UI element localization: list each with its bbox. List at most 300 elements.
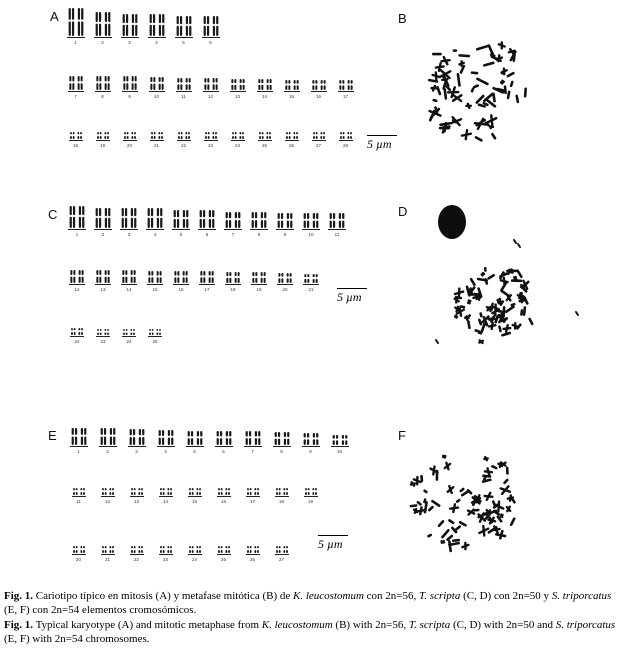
chromosome-number: 9 [128, 94, 131, 99]
chromosome-pair-image [187, 488, 203, 495]
metaphase-chromosome [489, 46, 493, 54]
chromosome-pair-image [68, 132, 84, 139]
chromosome-pair [194, 271, 220, 292]
chromosome-pair-image [249, 212, 269, 228]
metaphase-spread-d [424, 204, 584, 346]
chromosome-pair [93, 428, 122, 454]
chromosome-number: 20 [126, 143, 132, 148]
chromosome-pair-underline [68, 91, 84, 92]
metaphase-chromosome [461, 66, 464, 72]
chromosome-pair [267, 546, 296, 562]
caption-es-species-3: S. triporcatus [551, 590, 612, 602]
chromosome-number: 12 [207, 94, 213, 99]
chromosome-number: 10 [153, 94, 159, 99]
chromosome-pair-image [216, 546, 232, 553]
metaphase-chromosome [479, 320, 481, 324]
chromosome-pair [151, 546, 180, 562]
chromosome-pair [62, 76, 89, 99]
chromosome-pair-underline [120, 229, 138, 230]
chromosome-pair [194, 210, 220, 237]
chromosome-pair-image [158, 546, 174, 553]
chromosome-number: 1 [74, 40, 77, 45]
chromosome-pair-image [98, 428, 118, 445]
metaphase-chromosome [524, 288, 527, 291]
chromosome-pair-image [145, 208, 165, 228]
chromosome-number: 23 [207, 143, 213, 148]
metaphase-chromosome [450, 504, 458, 512]
chromosome-number: 14 [126, 287, 132, 292]
chromosome-number: 17 [342, 94, 348, 99]
chromosome-pair-image [185, 431, 205, 445]
chromosome-number: 17 [249, 499, 255, 504]
metaphase-chromosome [506, 307, 513, 312]
chromosome-pair-image [274, 546, 290, 553]
chromosome-number: 25 [220, 557, 226, 562]
chromosome-number: 13 [100, 287, 106, 292]
panel-label-b: B [398, 11, 407, 26]
chromosome-pair [116, 270, 142, 292]
chromosome-pair [296, 488, 325, 504]
chromosome-pair-underline [123, 140, 137, 141]
chromosome-pair-image [327, 213, 347, 228]
metaphase-chromosome [500, 327, 501, 331]
chromosome-pair-underline [284, 91, 300, 92]
metaphase-chromosome [489, 323, 495, 329]
metaphase-chromosome [455, 298, 459, 303]
metaphase-chromosome [490, 125, 493, 128]
metaphase-chromosome [448, 536, 452, 540]
chromosome-pair-underline [122, 91, 138, 92]
metaphase-chromosome [472, 73, 477, 74]
metaphase-chromosome [576, 312, 578, 315]
chromosome-number: 15 [191, 499, 197, 504]
metaphase-chromosome [520, 298, 524, 302]
metaphase-chromosome [514, 240, 516, 243]
chromosome-pair [122, 546, 151, 562]
chromosome-pair-image [120, 14, 140, 36]
chromosome-pair-image [301, 433, 321, 445]
chromosome-pair-underline [331, 446, 349, 447]
chromosome-pair-underline [277, 284, 293, 285]
chromosome-pair [90, 270, 116, 292]
chromosome-pair-underline [70, 446, 88, 447]
chromosome-pair [170, 78, 197, 99]
chromosome-pair-underline [72, 496, 86, 497]
chromosome-number: 24 [191, 557, 197, 562]
chromosome-pair-image [69, 328, 85, 335]
figure-caption [4, 589, 620, 646]
metaphase-chromosome [468, 301, 470, 304]
metaphase-chromosome [483, 480, 490, 482]
chromosome-pair-image [275, 213, 295, 228]
metaphase-chromosome [505, 480, 508, 483]
metaphase-chromosome [445, 89, 446, 98]
chromosome-pair-underline [246, 554, 260, 555]
chromosome-pair-underline [149, 91, 165, 92]
chromosome-pair-image [156, 430, 176, 445]
metaphase-spread-b [412, 26, 540, 148]
metaphase-chromosome [518, 271, 522, 277]
metaphase-chromosome [449, 520, 453, 522]
chromosome-number: 1 [75, 232, 79, 237]
metaphase-chromosome [477, 79, 487, 84]
metaphase-chromosome [466, 104, 470, 108]
metaphase-chromosome [432, 501, 439, 506]
metaphase-chromosome [501, 486, 510, 493]
chromosome-number: 16 [315, 94, 321, 99]
chromosome-pair-image [100, 488, 116, 495]
chromosome-number: 6 [209, 40, 212, 45]
chromosome-pair-underline [188, 554, 202, 555]
caption-en-species-2: T. scripta [408, 618, 451, 631]
metaphase-chromosome [514, 277, 516, 280]
chromosome-pair-image [245, 546, 261, 553]
metaphase-chromosome [509, 270, 512, 271]
chromosome-pair-image [230, 132, 246, 139]
metaphase-chromosome [468, 321, 469, 327]
metaphase-chromosome [491, 314, 495, 321]
chromosome-pair-underline [72, 554, 86, 555]
chromosome-pair [197, 132, 224, 148]
metaphase-chromosome [521, 285, 524, 287]
metaphase-chromosome [424, 500, 425, 502]
chromosome-pair [151, 430, 180, 454]
chromosome-pair [64, 206, 90, 237]
chromosome-number: 8 [101, 94, 104, 99]
chromosome-pair [180, 488, 209, 504]
chromosome-pair [116, 329, 142, 344]
chromosome-number: 22 [133, 557, 139, 562]
chromosome-pair [64, 488, 93, 504]
caption-en-text-2: (B) with 2n=56, [332, 618, 409, 631]
metaphase-chromosome [517, 325, 520, 329]
metaphase-chromosome [455, 316, 457, 318]
metaphase-chromosome [425, 502, 427, 512]
caption-en-text-3: (C, D) with 2n=50 and [450, 618, 556, 631]
chromosome-pair-underline [69, 140, 83, 141]
chromosome-pair-image [176, 132, 192, 139]
metaphase-chromosome [439, 521, 443, 525]
metaphase-chromosome [442, 57, 450, 64]
chromosome-number: 15 [152, 287, 158, 292]
chromosome-pair [142, 329, 168, 344]
chromosome-pair [93, 488, 122, 504]
chromosome-pair-image [223, 212, 243, 228]
panel-label-f: F [398, 428, 406, 443]
metaphase-chromosome [479, 105, 484, 107]
metaphase-chromosome [462, 543, 468, 549]
chromosome-number: 21 [153, 143, 159, 148]
chromosome-pair-image [214, 431, 234, 445]
metaphase-chromosome [502, 71, 504, 73]
chromosome-pair-image [95, 132, 111, 139]
chromosome-pair-underline [95, 284, 111, 285]
metaphase-chromosome [514, 54, 515, 61]
metaphase-chromosome [508, 73, 513, 76]
chromosome-number: 5 [193, 449, 196, 454]
chromosome-number: 18 [230, 287, 236, 292]
chromosome-pair [64, 428, 93, 454]
chromosome-pair [246, 212, 272, 237]
chromosome-pair-image [122, 132, 138, 139]
caption-english [4, 618, 620, 647]
chromosome-pair-underline [231, 140, 245, 141]
karyotype-e-row-3 [64, 546, 296, 562]
chromosome-pair-image [129, 546, 145, 553]
metaphase-chromosome [453, 95, 461, 101]
metaphase-chromosome [457, 500, 459, 502]
karyotype-a-row-3 [62, 132, 359, 148]
chromosome-pair-underline [303, 284, 319, 285]
chromosome-pair-underline [99, 446, 117, 447]
chromosome-pair [278, 80, 305, 99]
chromosome-pair-underline [146, 229, 164, 230]
chromosome-pair [224, 132, 251, 148]
chromosome-pair-image [119, 208, 139, 228]
chromosome-pair-underline [328, 229, 346, 230]
metaphase-chromosome [479, 526, 488, 536]
chromosome-number: 13 [133, 499, 139, 504]
chromosome-pair [209, 488, 238, 504]
metaphase-chromosome [499, 42, 505, 48]
chromosome-pair-image [272, 432, 292, 445]
chromosome-pair [332, 80, 359, 99]
chromosome-number: 1 [77, 449, 80, 454]
chromosome-number: 4 [155, 40, 158, 45]
chromosome-pair-image [198, 271, 216, 283]
metaphase-chromosome [437, 87, 439, 94]
chromosome-number: 18 [72, 143, 78, 148]
chromosome-pair-underline [275, 554, 289, 555]
chromosome-pair [122, 429, 151, 454]
chromosome-number: 8 [280, 449, 283, 454]
chromosome-pair-underline [157, 446, 175, 447]
chromosome-pair-underline [230, 91, 246, 92]
chromosome-pair-image [174, 16, 194, 36]
chromosome-pair-image [66, 8, 86, 36]
chromosome-pair [197, 78, 224, 99]
metaphase-chromosome [492, 311, 495, 313]
metaphase-chromosome [458, 74, 460, 85]
metaphase-chromosome [518, 244, 520, 247]
chromosome-pair [90, 208, 116, 237]
chromosome-pair [143, 132, 170, 148]
metaphase-chromosome [517, 96, 518, 102]
interphase-nucleus [438, 205, 466, 239]
chromosome-pair-underline [302, 446, 320, 447]
chromosome-pair [170, 16, 197, 45]
chromosome-pair-underline [217, 554, 231, 555]
chromosome-pair [90, 329, 116, 344]
chromosome-pair-image [203, 132, 219, 139]
chromosome-pair-image [310, 80, 328, 90]
chromosome-pair [209, 431, 238, 454]
scale-label-c: 5 µm [337, 290, 362, 304]
chromosome-pair-image [257, 132, 273, 139]
metaphase-chromosome [496, 316, 498, 322]
chromosome-number: 14 [162, 499, 168, 504]
chromosome-pair-underline [122, 336, 136, 337]
karyotype-c-row-1 [64, 206, 350, 237]
metaphase-chromosome [442, 530, 448, 537]
metaphase-chromosome [525, 89, 526, 96]
caption-es-text-4: (E, F) con 2n=54 elementos cromosómicos. [4, 604, 197, 617]
chromosome-pair [89, 132, 116, 148]
chromosome-number: 21 [308, 287, 314, 292]
chromosome-number: 14 [261, 94, 267, 99]
chromosome-pair [168, 210, 194, 237]
metaphase-chromosome [461, 489, 463, 491]
metaphase-chromosome [486, 510, 490, 515]
metaphase-chromosome [498, 463, 502, 467]
chromosome-pair-image [229, 79, 247, 90]
chromosome-pair-image [202, 78, 220, 90]
chromosome-pair-image [68, 270, 86, 283]
chromosome-pair-underline [244, 446, 262, 447]
chromosome-pair-underline [257, 91, 273, 92]
metaphase-chromosome [443, 456, 445, 458]
chromosome-pair-image [301, 213, 321, 228]
chromosome-pair [209, 546, 238, 562]
metaphase-chromosome [460, 55, 469, 56]
chromosome-number: 10 [308, 232, 314, 237]
chromosome-pair [168, 271, 194, 292]
metaphase-chromosome [477, 46, 488, 49]
chromosome-pair [224, 79, 251, 99]
chromosome-number: 5 [179, 232, 183, 237]
chromosome-number: 10 [336, 449, 342, 454]
chromosome-pair [64, 328, 90, 344]
chromosome-pair [298, 274, 324, 292]
metaphase-chromosome [453, 120, 456, 122]
metaphase-chromosome [455, 289, 463, 297]
chromosome-number: 13 [234, 94, 240, 99]
chromosome-pair [143, 14, 170, 45]
chromosome-number: 5 [182, 40, 185, 45]
chromosome-pair-image [93, 12, 113, 36]
chromosome-pair [296, 433, 325, 454]
chromosome-pair [238, 546, 267, 562]
metaphase-chromosome [485, 493, 493, 500]
chromosome-pair [298, 213, 324, 237]
chromosome-pair-image [330, 435, 350, 445]
chromosome-pair-underline [121, 37, 139, 38]
chromosome-pair [180, 431, 209, 454]
metaphase-chromosome [492, 134, 495, 138]
caption-en-fig-label: Fig. 1. [4, 618, 34, 631]
chromosome-pair [116, 132, 143, 148]
chromosome-number: 16 [178, 287, 184, 292]
chromosome-pair [62, 132, 89, 148]
chromosome-number: 3 [128, 40, 131, 45]
chromosome-pair [197, 16, 224, 45]
metaphase-chromosome [474, 86, 477, 87]
chromosome-pair-underline [150, 140, 164, 141]
chromosome-pair-image [127, 429, 147, 445]
metaphase-chromosome [442, 541, 444, 543]
metaphase-chromosome [479, 340, 482, 343]
metaphase-chromosome [482, 324, 485, 332]
metaphase-chromosome [486, 123, 488, 125]
metaphase-chromosome [489, 275, 494, 278]
chromosome-pair [325, 435, 354, 454]
chromosome-pair-image [216, 488, 232, 495]
chromosome-pair-image [121, 76, 139, 90]
chromosome-number: 4 [164, 449, 167, 454]
chromosome-pair-underline [101, 554, 115, 555]
chromosome-number: 21 [104, 557, 110, 562]
metaphase-chromosome [502, 333, 509, 335]
metaphase-chromosome [493, 94, 494, 101]
chromosome-pair [238, 431, 267, 454]
chromosome-pair-image [337, 80, 355, 90]
metaphase-chromosome [411, 505, 416, 506]
chromosome-pair [116, 76, 143, 99]
chromosome-pair-underline [173, 284, 189, 285]
metaphase-chromosome [479, 332, 481, 334]
chromosome-pair-image [197, 210, 217, 228]
chromosome-pair-image [250, 272, 268, 283]
karyotype-panel-a [62, 8, 392, 153]
chromosome-number: 25 [152, 339, 158, 344]
chromosome-pair-image [311, 132, 327, 139]
chromosome-number: 27 [278, 557, 284, 562]
chromosome-pair [278, 132, 305, 148]
chromosome-pair-underline [258, 140, 272, 141]
metaphase-chromosome [434, 100, 436, 101]
chromosome-pair-image [94, 270, 112, 283]
chromosome-pair-underline [96, 336, 110, 337]
chromosome-number: 23 [162, 557, 168, 562]
metaphase-chromosome [501, 515, 503, 517]
chromosome-pair-underline [250, 229, 268, 230]
chromosome-pair-underline [121, 284, 137, 285]
karyotype-a-row-1 [62, 8, 224, 45]
chromosome-pair [251, 132, 278, 148]
chromosome-number: 2 [106, 449, 109, 454]
chromosome-pair-underline [339, 140, 353, 141]
chromosome-number: 18 [278, 499, 284, 504]
chromosome-number: 23 [100, 339, 106, 344]
chromosome-pair-image [146, 271, 164, 283]
chromosome-number: 7 [251, 449, 254, 454]
metaphase-chromosome [449, 541, 450, 550]
chromosome-pair [305, 80, 332, 99]
chromosome-number: 26 [288, 143, 294, 148]
chromosome-pair-image [120, 270, 138, 283]
chromosome-pair [64, 270, 90, 292]
chromosome-number: 19 [99, 143, 105, 148]
caption-es-text-3: (C, D) con 2n=50 y [460, 590, 552, 602]
chromosome-pair-underline [285, 140, 299, 141]
chromosome-number: 12 [104, 499, 110, 504]
chromosome-pair-image [243, 431, 263, 445]
chromosome-number: 12 [74, 287, 80, 292]
chromosome-pair-image [67, 76, 85, 90]
metaphase-chromosome [418, 502, 421, 504]
metaphase-chromosome [460, 522, 465, 525]
metaphase-chromosome [461, 306, 464, 307]
metaphase-chromosome [497, 58, 500, 60]
chromosome-pair-underline [176, 91, 192, 92]
chromosome-pair-image [100, 546, 116, 553]
chromosome-pair-underline [246, 496, 260, 497]
caption-en-text-4: (E, F) with 2n=54 chromosomes. [4, 632, 150, 645]
chromosome-pair-underline [96, 140, 110, 141]
chromosome-pair [93, 546, 122, 562]
chromosome-pair-image [95, 329, 111, 335]
chromosome-pair-image [245, 488, 261, 495]
